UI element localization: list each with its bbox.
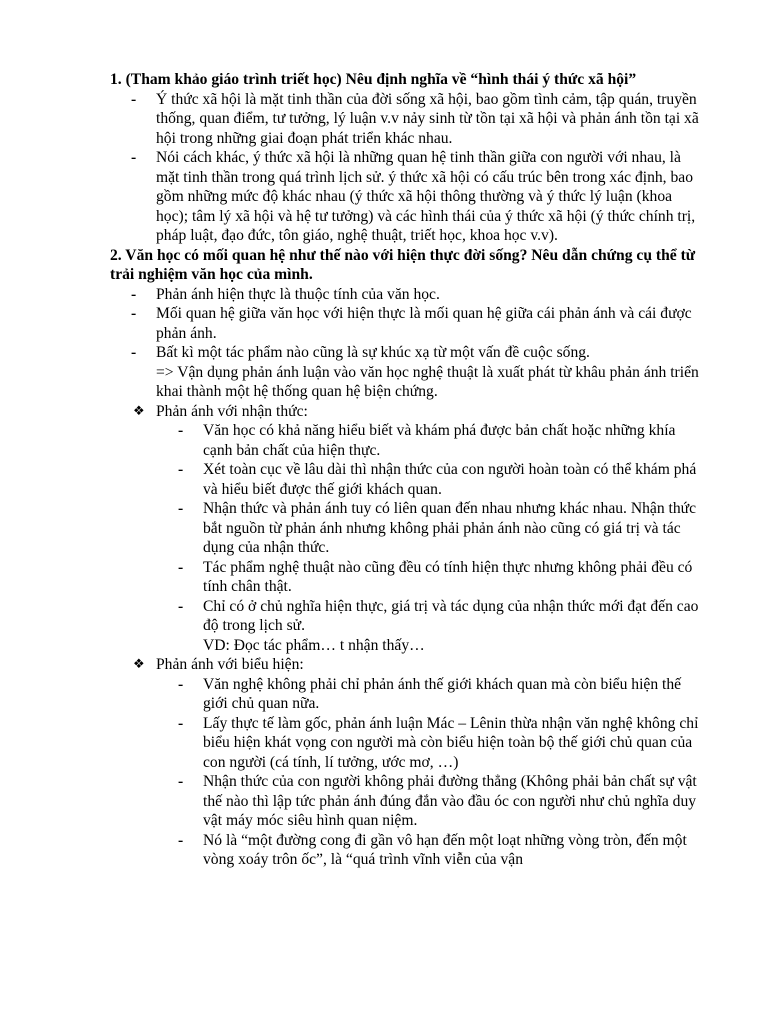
list-item-text: Xét toàn cục về lâu dài thì nhận thức của con người hoàn toàn có thể khám phá và hiểu biết được thế giới khách quan. [203,461,697,498]
dash-bullet-icon: - [178,422,184,439]
list-item-text: Ý thức xã hội là mặt tinh thần của đời sống xã hội, bao gồm tình cảm, tập quán, truyền thống, quan điểm, tư tưởng, lý luận v.v nảy sinh từ tồn tại xã hội và phản ánh tồn tại xã hội trong những giai đoạn phát triển khác nhau. [156,90,699,147]
list-item-text: Nhận thức của con người không phải đường thẳng (Không phải bản chất sự vật thế nào thì lập tức phản ánh đúng đắn vào đầu óc con người như chủ nghĩa duy vật máy móc siêu hình quan niệm. [203,773,697,829]
group-1-list [0,421,768,655]
list-item [0,675,768,714]
list-item-text: Văn học có khả năng hiểu biết và khám phá được bản chất hoặc những khía cạnh bản chất của hiện thực. [203,422,676,459]
dash-bullet-icon: - [131,90,137,108]
group-title-text: Phản ánh với biểu hiện: [156,656,304,673]
list-item-text: Nó là “một đường cong đi gần vô hạn đến một loạt những vòng tròn, đến một vòng xoáy trôn ốc”, là “quá trình vĩnh viễn của vận [203,831,687,868]
list-item [0,421,768,460]
list-item-text: Nhận thức và phản ánh tuy có liên quan đến nhau nhưng khác nhau. Nhận thức bắt nguồn từ phản ánh nhưng không phải phản ánh nào cũng có giá trị và tác dụng của nhận thức. [203,500,697,556]
group-title [0,402,768,422]
list-item-text: Bất kì một tác phẩm nào cũng là sự khúc xạ từ một vấn đề cuộc sống. [156,344,590,361]
dash-bullet-icon: - [178,714,184,732]
list-item [0,304,768,343]
list-item-text: Nói cách khác, ý thức xã hội là những quan hệ tinh thần giữa con người với nhau, là mặt tinh thần trong quá trình lịch sử. ý thức xã hội có cấu trúc bên trong xác định, bao gồm những mức độ khác nhau (ý thức xã hội thông thường và ý thức lý luận (khoa học); tâm lý xã hội và hệ tư tưởng) và các hình thái của ý thức xã hội (ý thức chính trị, pháp luật, đạo đức, tôn giáo, nghệ thuật, triết học, khoa học v.v). [156,149,696,244]
dash-bullet-icon: - [131,305,137,322]
list-item-text: Phản ánh hiện thực là thuộc tính của văn học. [156,285,440,303]
list-item [0,148,768,246]
list-item [0,90,768,149]
list-item [0,343,768,402]
diamond-bullet-icon: ❖ [133,403,145,419]
dash-bullet-icon: - [131,285,137,303]
list-item [0,597,768,656]
list-item [0,460,768,499]
diamond-bullet-icon: ❖ [133,657,145,672]
section-2-heading: 2. Văn học có mối quan hệ như thế nào với hiện thực đời sống? Nêu dẫn chứng cụ thể từ trải nghiệm văn học của mình. [110,246,696,283]
dash-bullet-icon: - [178,831,184,849]
dash-bullet-icon: - [178,773,184,790]
list-item [0,499,768,558]
list-item-text: Tác phẩm nghệ thuật nào cũng đều có tính hiện thực nhưng không phải đều có tính chân thật. [203,558,693,595]
list-item [0,558,768,597]
group-2-list [0,675,768,870]
list-item-text: Văn nghệ không phải chỉ phản ánh thế giới khách quan mà còn biểu hiện thế giới chủ quan nữa. [203,675,682,712]
example-text: VD: Đọc tác phẩm… t nhận thấy… [203,636,425,654]
section-1-heading: 1. (Tham khảo giáo trình triết học) Nêu định nghĩa về “hình thái ý thức xã hội” [110,71,637,88]
dash-bullet-icon: - [178,500,184,517]
dash-bullet-icon: - [178,461,184,478]
dash-bullet-icon: - [131,149,137,166]
list-item-text: Chỉ có ở chủ nghĩa hiện thực, giá trị và tác dụng của nhận thức mới đạt đến cao độ trong lịch sử. [203,597,699,634]
section-2-groups [0,402,768,422]
list-item-text: Mối quan hệ giữa văn học với hiện thực là mối quan hệ giữa cái phản ánh và cái được phản ánh. [156,305,692,342]
list-item [0,772,768,831]
list-item [0,285,768,305]
dash-bullet-icon: - [178,675,184,693]
group-title [0,655,768,675]
section-1-list [0,90,768,246]
section-2-list [0,285,768,402]
section-2-groups [0,655,768,675]
dash-bullet-icon: - [178,597,184,615]
group-title-text: Phản ánh với nhận thức: [156,402,308,420]
list-item-text: Lấy thực tế làm gốc, phản ánh luận Mác – Lênin thừa nhận văn nghệ không chỉ biểu hiện khát vọng con người mà còn biểu hiện toàn bộ thế giới chủ quan của con người (cá tính, lí tưởng, ước mơ, …) [203,714,699,771]
conclusion-text: => Vận dụng phản ánh luận vào văn học nghệ thuật là xuất phát từ khâu phản ánh triển khai thành một hệ thống quan hệ biện chứng. [156,363,699,400]
list-item [0,831,768,870]
dash-bullet-icon: - [131,344,137,361]
dash-bullet-icon: - [178,558,184,576]
document-page [0,70,768,870]
list-item [0,714,768,773]
